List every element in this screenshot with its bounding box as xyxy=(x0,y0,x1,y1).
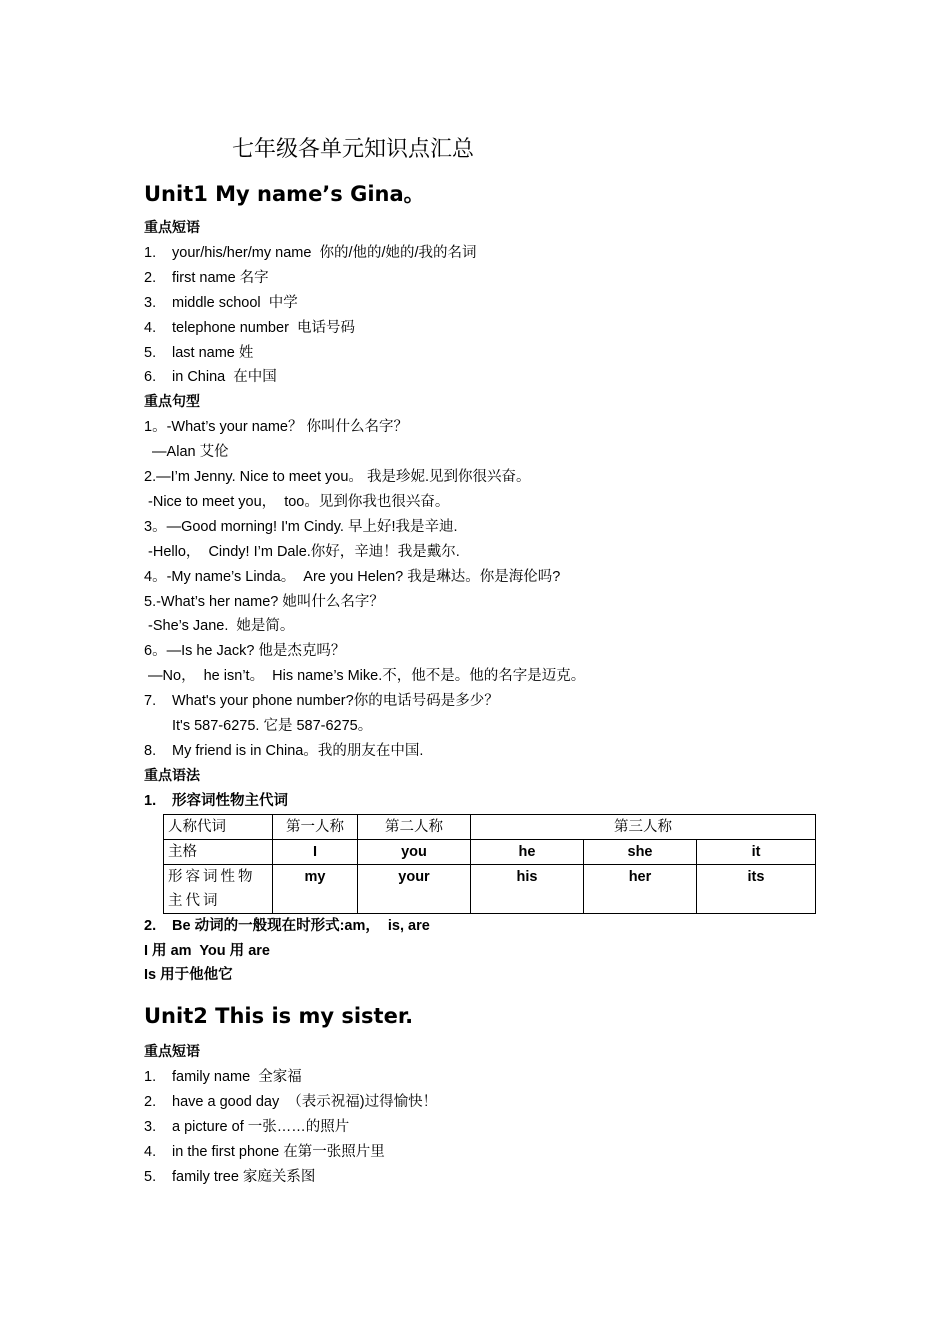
list-number: 5. xyxy=(144,1168,157,1185)
list-number: 1. xyxy=(144,1069,157,1086)
sentence-line: —No， he isn’t。 His name’s Mike.不，他不是。他的名字是迈克。 xyxy=(144,668,586,685)
list-text: a picture of 一张……的照片 xyxy=(172,1119,350,1136)
unit2-title: Unit2 This is my sister. xyxy=(144,1004,414,1029)
list-item xyxy=(144,1090,824,1115)
table-cell: I xyxy=(273,839,358,864)
table-cell: she xyxy=(584,839,697,864)
pronoun-table xyxy=(163,814,816,914)
sentence-line: -Nice to meet you， too。见到你我也很兴奋。 xyxy=(144,494,450,511)
sentence-line: -Hello， Cindy! I’m Dale.你好，辛迪！我是戴尔. xyxy=(144,543,460,560)
unit1-phrases-heading: 重点短语 xyxy=(144,220,200,236)
unit1-sentences-heading: 重点句型 xyxy=(144,394,200,411)
unit1-title: Unit1 My name’s Gina。 xyxy=(144,182,425,206)
list-number: 8. xyxy=(144,742,157,759)
list-number: 2. xyxy=(144,269,157,286)
list-text: your/his/her/my name 你的/他的/她的/我的名词 xyxy=(172,245,477,261)
list-number: 4. xyxy=(144,319,157,336)
grammar-item xyxy=(144,789,824,814)
table-cell: 人称代词 xyxy=(164,814,273,839)
table-cell: he xyxy=(471,839,584,864)
table-cell: 第一人称 xyxy=(273,814,358,839)
table-cell: her xyxy=(584,864,697,913)
table-cell: his xyxy=(471,864,584,913)
list-number: 7. xyxy=(144,693,157,710)
table-cell: you xyxy=(358,839,471,864)
grammar-note: I 用 am You 用 are xyxy=(144,942,270,959)
table-cell: it xyxy=(697,839,816,864)
list-number: 5. xyxy=(144,344,157,361)
table-cell: my xyxy=(273,864,358,913)
table-cell: 第二人称 xyxy=(358,814,471,839)
list-number: 2. xyxy=(144,1094,157,1111)
list-item xyxy=(144,241,824,266)
table-row xyxy=(164,864,816,913)
list-number: 3. xyxy=(144,1119,157,1136)
table-cell: 第三人称 xyxy=(471,814,816,839)
list-text: family name 全家福 xyxy=(172,1069,302,1086)
list-item xyxy=(144,316,824,341)
list-text: telephone number 电话号码 xyxy=(172,319,355,336)
list-item xyxy=(144,1115,824,1140)
list-text: first name 名字 xyxy=(172,269,269,286)
sentence-line: 5.-What’s her name? 她叫什么名字？ xyxy=(144,593,384,610)
list-item xyxy=(144,266,824,291)
list-number: 1. xyxy=(144,792,157,809)
list-text: family tree 家庭关系图 xyxy=(172,1168,316,1185)
list-text: My friend is in China。我的朋友在中国. xyxy=(172,742,424,759)
grammar-note: Is 用于他他它 xyxy=(144,967,233,984)
sentence-line: 1。-What’s your name？ 你叫什么名字？ xyxy=(144,419,409,436)
list-text: in the first phone 在第一张照片里 xyxy=(172,1144,385,1161)
grammar-item-text: 形容词性物主代词 xyxy=(172,792,288,809)
sentence-line: 3。—Good morning! I'm Cindy. 早上好!我是辛迪. xyxy=(144,518,458,535)
table-row xyxy=(164,839,816,864)
list-text: have a good day （表示祝福)过得愉快！ xyxy=(172,1094,438,1111)
sentence-line: 4。-My name’s Linda。 Are you Helen? 我是琳达。你是海伦吗? xyxy=(144,568,561,585)
table-cell: 主格 xyxy=(164,839,273,864)
list-item xyxy=(144,341,824,366)
sentence-line: It's 587-6275. 它是 587-6275。 xyxy=(172,718,373,735)
list-item xyxy=(144,1065,824,1090)
list-number: 3. xyxy=(144,294,157,311)
list-item xyxy=(144,1140,824,1165)
list-item xyxy=(144,739,824,764)
table-cell: its xyxy=(697,864,816,913)
table-row xyxy=(164,814,816,839)
sentence-line: -She’s Jane. 她是简。 xyxy=(144,618,295,635)
sentence-line: —Alan 艾伦 xyxy=(144,444,229,461)
list-number: 4. xyxy=(144,1144,157,1161)
list-item xyxy=(144,689,824,714)
list-text: last name 姓 xyxy=(172,344,254,361)
list-item xyxy=(144,365,824,390)
document-title: 七年级各单元知识点汇总 xyxy=(232,137,475,162)
list-number: 1. xyxy=(144,245,157,261)
list-number: 2. xyxy=(144,917,157,934)
list-number: 6. xyxy=(144,369,157,386)
unit1-grammar-heading: 重点语法 xyxy=(144,767,200,784)
list-text: middle school 中学 xyxy=(172,294,298,311)
document-page xyxy=(144,128,824,1190)
table-cell: 形容词性物主代词 xyxy=(164,864,273,913)
list-item xyxy=(144,291,824,316)
grammar-item xyxy=(144,914,824,939)
sentence-line: 2.—I’m Jenny. Nice to meet you。 我是珍妮.见到你很兴奋。 xyxy=(144,469,531,486)
table-cell: your xyxy=(358,864,471,913)
list-text: What's your phone number?你的电话号码是多少？ xyxy=(172,693,499,710)
list-item xyxy=(144,1165,824,1190)
sentence-line: 6。—Is he Jack? 他是杰克吗？ xyxy=(144,643,346,660)
unit2-phrases-heading: 重点短语 xyxy=(144,1044,200,1061)
grammar-item-text: Be 动词的一般现在时形式:am， is, are xyxy=(172,917,430,934)
list-text: in China 在中国 xyxy=(172,369,277,386)
